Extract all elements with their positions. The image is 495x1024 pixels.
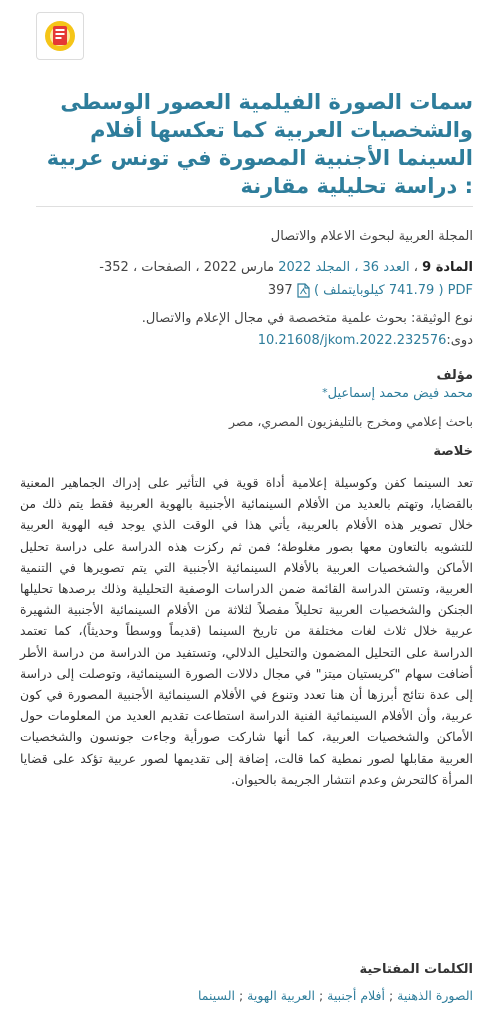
doi-line xyxy=(20,331,473,351)
title-divider xyxy=(36,206,473,207)
author-heading: مؤلف xyxy=(436,368,473,383)
volume-label: المادة 9 xyxy=(422,260,473,275)
author-link[interactable]: محمد فيض محمد إسماعيل xyxy=(327,386,473,401)
document-type xyxy=(20,309,473,329)
journal-name[interactable]: المجلة العربية لبحوث الاعلام والاتصال xyxy=(270,229,473,244)
doc-type-label: نوع الوثيقة: xyxy=(411,311,473,326)
article-title: سمات الصورة الفيلمية العصور الوسطى والشخصيات العربية كما تعكسها أفلام السينما الأجنبية المصورة في تونس عربية : دراسة تحليلية مقارنة xyxy=(46,90,473,198)
doc-type-value: بحوث علمية متخصصة في مجال الإعلام والاتصال. xyxy=(141,311,407,326)
keywords-heading: الكلمات المفتاحية xyxy=(359,962,473,977)
author-name[interactable] xyxy=(20,386,473,401)
keywords-list: الصورة الذهنية ; أفلام أجنبية ; العربية الهوية ; السينما xyxy=(197,988,473,1003)
pages-label: الصفحات xyxy=(141,260,192,275)
journal-logo[interactable] xyxy=(36,12,84,60)
pages-value: 352- xyxy=(99,260,129,275)
abstract-text: تعد السينما كفن وكوسيلة إعلامية أداة قوية في التأثير على إدراك الجماهير المعنية بالقضايا، وتهتم بالعديد من الأفلام السينمائية الأجنبية بالهوية العربية فقط يتم ذلك من خلال تصوير هذه الأفلام بالعربية، يأتي هذا في الوقت الذي يوجد فيه الهوية العربية للتشويه بالتعاون معها بصور مغلوطة؛ فمن ثم ركزت هذه الدراسة على دراسة تحليل الأماكن والشخصيات العربية بالأفلام السينمائية الأجنبية التي يتم تصويرها في التنمية العربية، وتستن الدراسة القائمة ضمن الدراسات الوصفية التحليلية وذلك برصدها تحليلها الجنكن والشخصيات العربية تحليلاً مفصلاً لثلاثة من الأفلام السينمائية الأجنبية الشهيرة عربية خلال ثلاث لغات مختلفة من تاريخ السينما (قديماً ووسطاً وحديثاً)، كما تعتمد الدراسة على التحليل المضمون والتحليل الدلالي، وتستفيد من الدراسة من دراسة الأطر أضافت سهام "كريستيان ميتز" في مجال دلالات الصورة السينمائية، وتوصلت إلى دراسة إلى عدة نتائج أبرزها أن هنا تعدد وتنوع في الأفلام السينمائية الأجنبية المصورة في كون عربية، وأن الأفلام السينمائية الفنية الدراسة استطاعت تقديم العديد من المعلومات حول الأماكن والشخصيات العربية، كما أنها شاركت صورأية وجاءت جونسون والشخصيات العربية مقابلها لصور نمطية كما قالت، إضافة إلى تقديمها لصور عربية تؤكد على قضايا المرأة كالتحرش وعدم انتشار الجريمة بالحيوان. xyxy=(20,475,473,787)
pdf-file-icon xyxy=(297,283,310,298)
abstract-heading: خلاصة xyxy=(433,444,473,459)
author-affiliation: باحث إعلامي ومخرج بالتليفزيون المصري، مصر xyxy=(228,414,473,429)
keyword-link[interactable]: السينما xyxy=(197,988,235,1003)
corresponding-star: * xyxy=(322,386,328,399)
issue-date: مارس 2022 xyxy=(203,260,275,275)
pdf-link[interactable]: PDF ( 741.79 كيلوبايتملف ) xyxy=(313,283,473,298)
keyword-link[interactable]: أفلام أجنبية xyxy=(327,988,385,1003)
issue-info: المادة 9 ، العدد 36 ، المجلد 2022 مارس 2022 ، الصفحات ، 352- xyxy=(99,260,473,275)
pages-end: 397 xyxy=(267,283,293,298)
journal-logo-icon xyxy=(41,17,79,55)
keyword-link[interactable]: الصورة الذهنية xyxy=(397,988,473,1003)
issue-link[interactable]: العدد 36 xyxy=(362,260,410,275)
pdf-download[interactable] xyxy=(20,281,473,301)
volume-link[interactable]: المجلد 2022 xyxy=(278,260,351,275)
keyword-link[interactable]: العربية الهوية xyxy=(247,988,315,1003)
doi-link[interactable]: 10.21608/jkom.2022.232576 xyxy=(257,333,447,348)
doi-label: دوى: xyxy=(446,333,473,348)
